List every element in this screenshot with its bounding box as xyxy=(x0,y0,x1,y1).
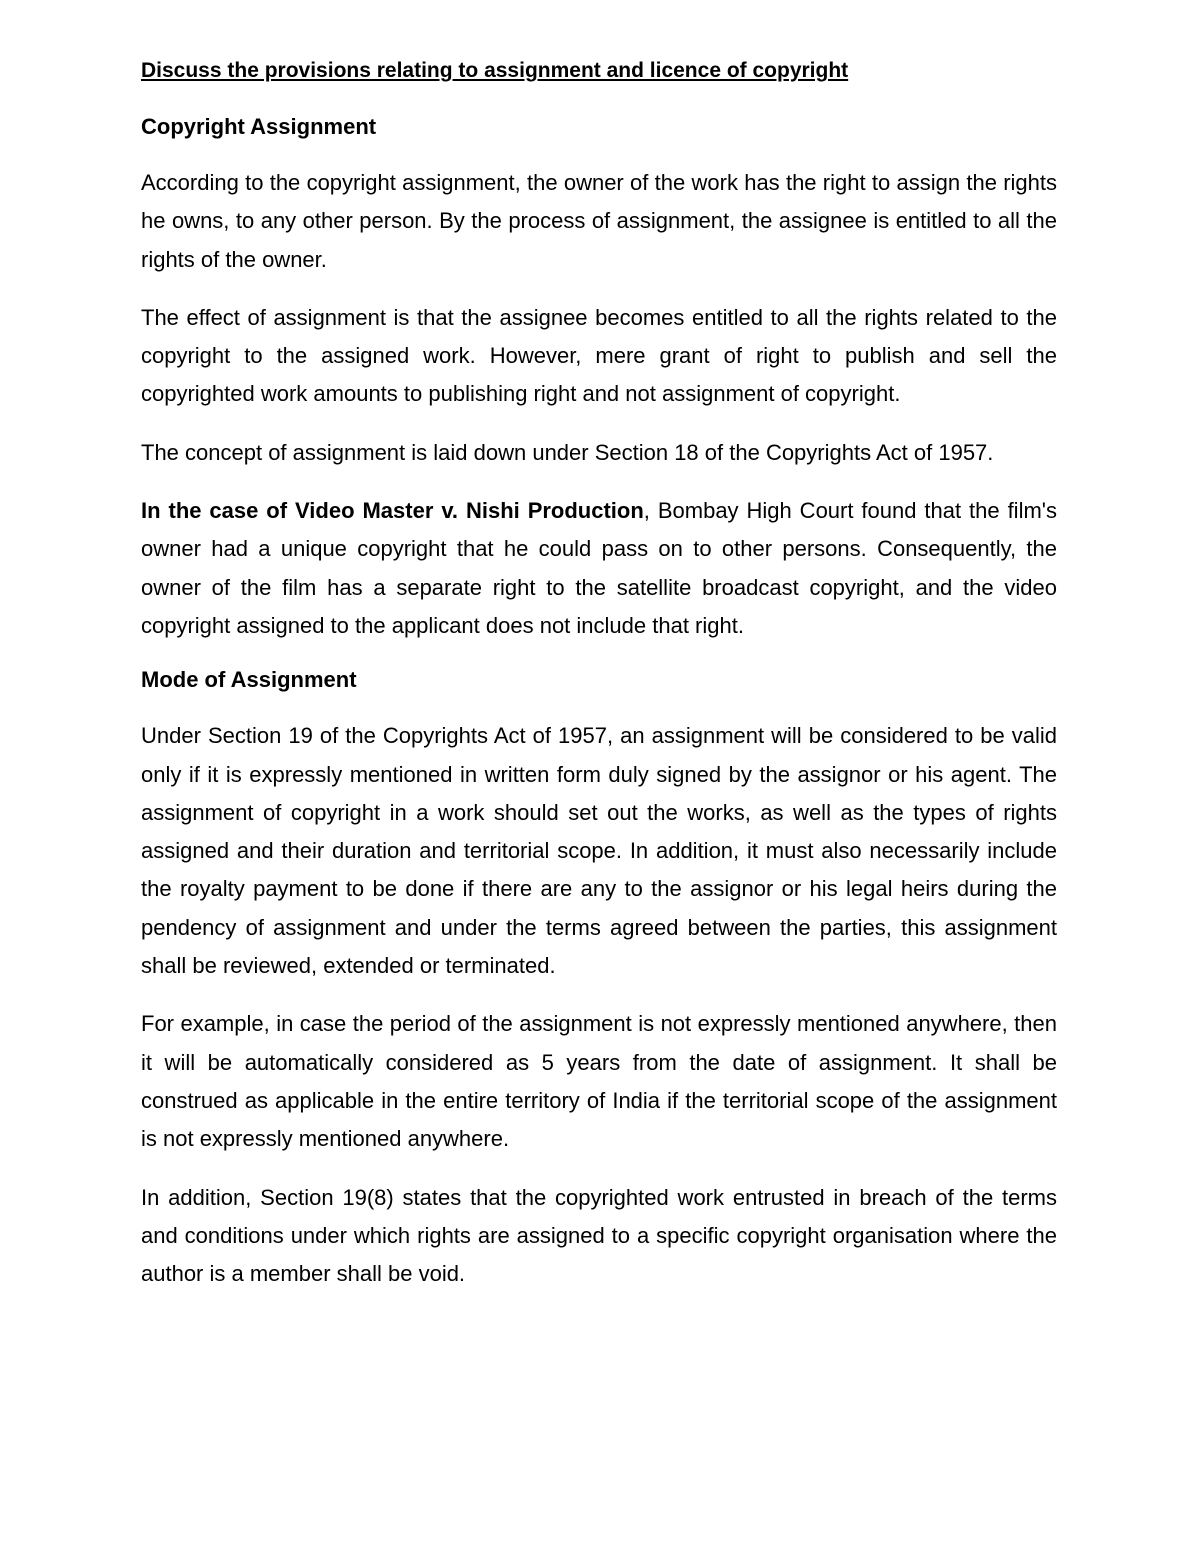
paragraph: The effect of assignment is that the assignee becomes entitled to all the rights related to the copyright to the assigned work. However, mere grant of right to publish and sell the copyrighted work amounts to publishing right and not assignment of copyright. xyxy=(141,304,1057,407)
section-heading-mode-of-assignment: Mode of Assignment xyxy=(141,667,357,693)
case-name: In the case of Video Master v. Nishi Production xyxy=(141,498,644,524)
paragraph: According to the copyright assignment, the owner of the work has the right to assign the rights he owns, to any other person. By the process of assignment, the assignee is entitled to all the rights of the owner. xyxy=(141,170,1057,272)
paragraph: For example, in case the period of the assignment is not expressly mentioned anywhere, then it will be automatically considered as 5 years from the date of assignment. It shall be construed as applicable in the entire territory of India if the territorial scope of the assignment is not expressly mentioned anywhere. xyxy=(141,1011,1057,1152)
document-title: Discuss the provisions relating to assignment and licence of copyright xyxy=(141,59,849,82)
case-description: , Bombay High Court found that the film's owner had a unique copyright that he could pass on to other persons. Consequently, the owner of the film has a separate right to the satellite broadcast copyright, and the video copyright assigned to the applicant does not include that right. xyxy=(141,498,1057,638)
section-heading-copyright-assignment: Copyright Assignment xyxy=(141,114,377,139)
paragraph: In addition, Section 19(8) states that the copyrighted work entrusted in breach of the terms and conditions under which rights are assigned to a specific copyright organisation where the author is a member shall be void. xyxy=(141,1184,1057,1287)
paragraph: Under Section 19 of the Copyrights Act of 1957, an assignment will be considered to be valid only if it is expressly mentioned in written form duly signed by the assignor or his agent. The assignment of copyright in a work should set out the works, as well as the types of rights assigned and their duration and territorial scope. In addition, it must also necessarily include the royalty payment to be done if there are any to the assignor or his legal heirs during the pendency of assignment and under the terms agreed between the parties, this assignment shall be reviewed, extended or terminated. xyxy=(141,723,1057,979)
paragraph: The concept of assignment is laid down under Section 18 of the Copyrights Act of 1957. xyxy=(141,439,994,465)
document-page xyxy=(141,56,1057,1313)
paragraph-case-reference xyxy=(141,492,1057,645)
